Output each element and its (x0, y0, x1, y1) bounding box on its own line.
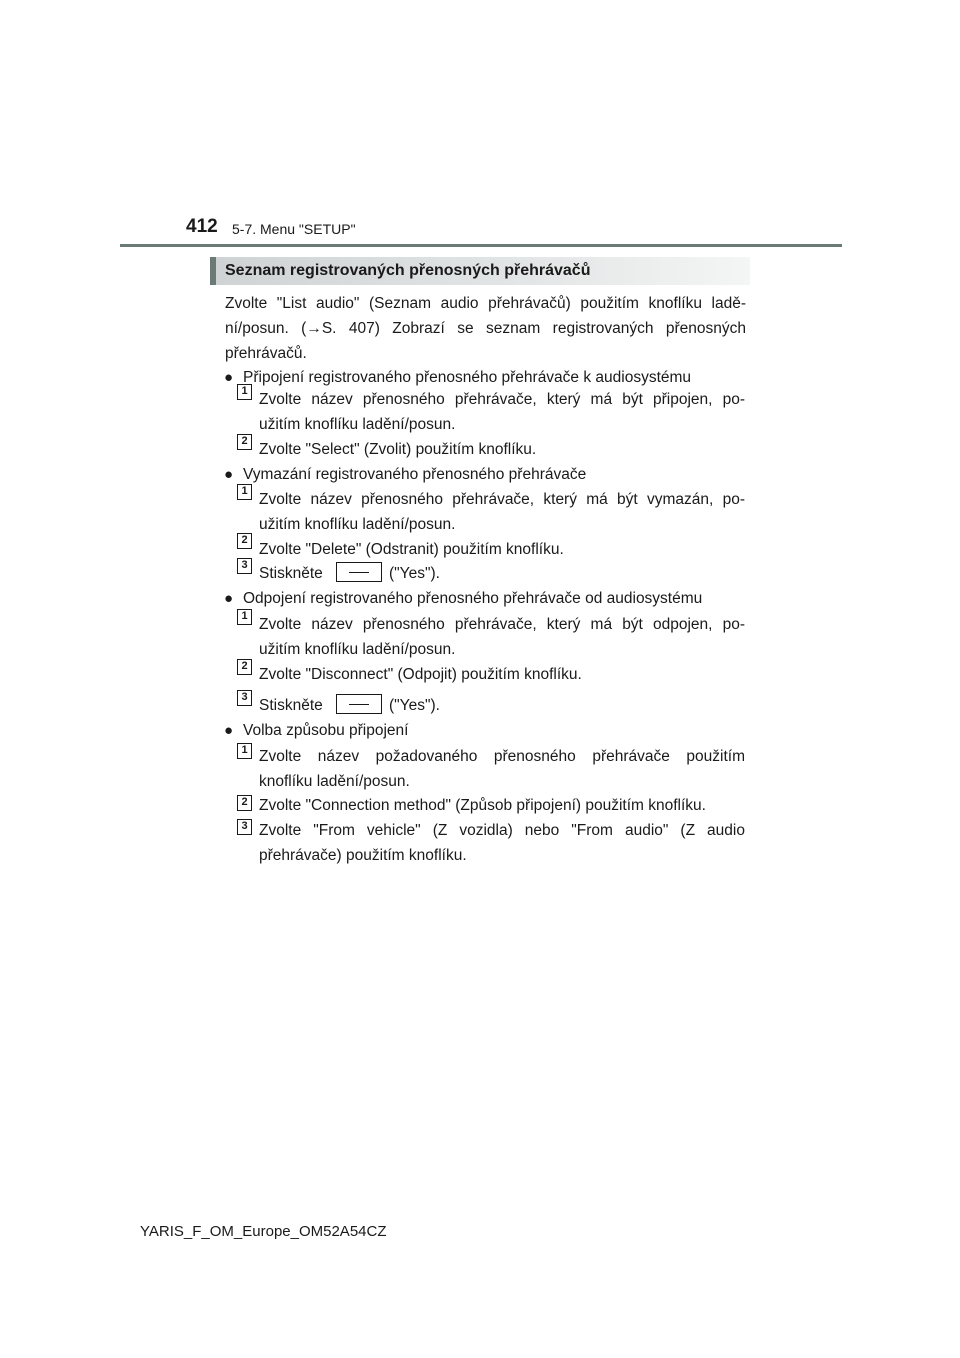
step-text: Zvolte název požadovaného přenosného přehrávače použitím (259, 748, 745, 765)
step-text: Zvolte "Connection method" (Způsob připojení) použitím knoflíku. (259, 797, 706, 814)
bullet-icon: ● (224, 369, 234, 386)
bullet-icon: ● (224, 466, 234, 483)
header-divider (120, 244, 842, 247)
intro-line: ní/posun. (→S. 407) Zobrazí se seznam registrovaných přenosných (225, 320, 746, 337)
step-text: Zvolte "From vehicle" (Z vozidla) nebo "From audio" (Z audio (259, 822, 745, 839)
chapter-title: 5-7. Menu "SETUP" (232, 221, 356, 237)
group-title: Odpojení registrovaného přenosného přehrávače od audiosystému (243, 590, 703, 607)
step-number-badge: 2 (237, 434, 252, 450)
step-text: Zvolte "Delete" (Odstranit) použitím knoflíku. (259, 541, 564, 558)
section-heading: Seznam registrovaných přenosných přehrávačů (210, 257, 750, 285)
step-text: Zvolte název přenosného přehrávače, který má být vymazán, po- (259, 491, 745, 508)
step-number-badge: 3 (237, 819, 252, 835)
group-title: Připojení registrovaného přenosného přehrávače k audiosystému (243, 369, 692, 386)
step-number-badge: 2 (237, 795, 252, 811)
document-footer: YARIS_F_OM_Europe_OM52A54CZ (140, 1223, 387, 1240)
step-number-badge: 3 (237, 690, 252, 706)
step-text: Zvolte název přenosného přehrávače, který má být odpojen, po- (259, 616, 745, 633)
step-text: užitím knoflíku ladění/posun. (259, 416, 456, 433)
intro-line: Zvolte "List audio" (Seznam audio přehrávačů) použitím knoflíku ladě- (225, 295, 746, 312)
step-text: užitím knoflíku ladění/posun. (259, 516, 456, 533)
step-number-badge: 3 (237, 558, 252, 574)
step-text: ("Yes"). (389, 697, 440, 714)
page-number: 412 (186, 216, 218, 237)
group-title: Vymazání registrovaného přenosného přehrávače (243, 466, 587, 483)
step-number-badge: 2 (237, 533, 252, 549)
step-text: knoflíku ladění/posun. (259, 773, 410, 790)
step-number-badge: 1 (237, 743, 252, 759)
step-number-badge: 2 (237, 659, 252, 675)
bullet-icon: ● (224, 722, 234, 739)
group-title: Volba způsobu připojení (243, 722, 409, 739)
step-text: přehrávače) použitím knoflíku. (259, 847, 467, 864)
step-text: Zvolte "Select" (Zvolit) použitím knoflíku. (259, 441, 537, 458)
step-number-badge: 1 (237, 384, 252, 400)
step-text: Stiskněte (259, 697, 323, 714)
step-text: Stiskněte (259, 565, 323, 582)
yes-button-icon (336, 694, 382, 714)
intro-line: přehrávačů. (225, 345, 307, 362)
step-text: užitím knoflíku ladění/posun. (259, 641, 456, 658)
step-number-badge: 1 (237, 484, 252, 500)
step-text: Zvolte "Disconnect" (Odpojit) použitím knoflíku. (259, 666, 582, 683)
step-number-badge: 1 (237, 609, 252, 625)
bullet-icon: ● (224, 590, 234, 607)
yes-button-icon (336, 562, 382, 582)
step-text: ("Yes"). (389, 565, 440, 582)
step-text: Zvolte název přenosného přehrávače, který má být připojen, po- (259, 391, 745, 408)
